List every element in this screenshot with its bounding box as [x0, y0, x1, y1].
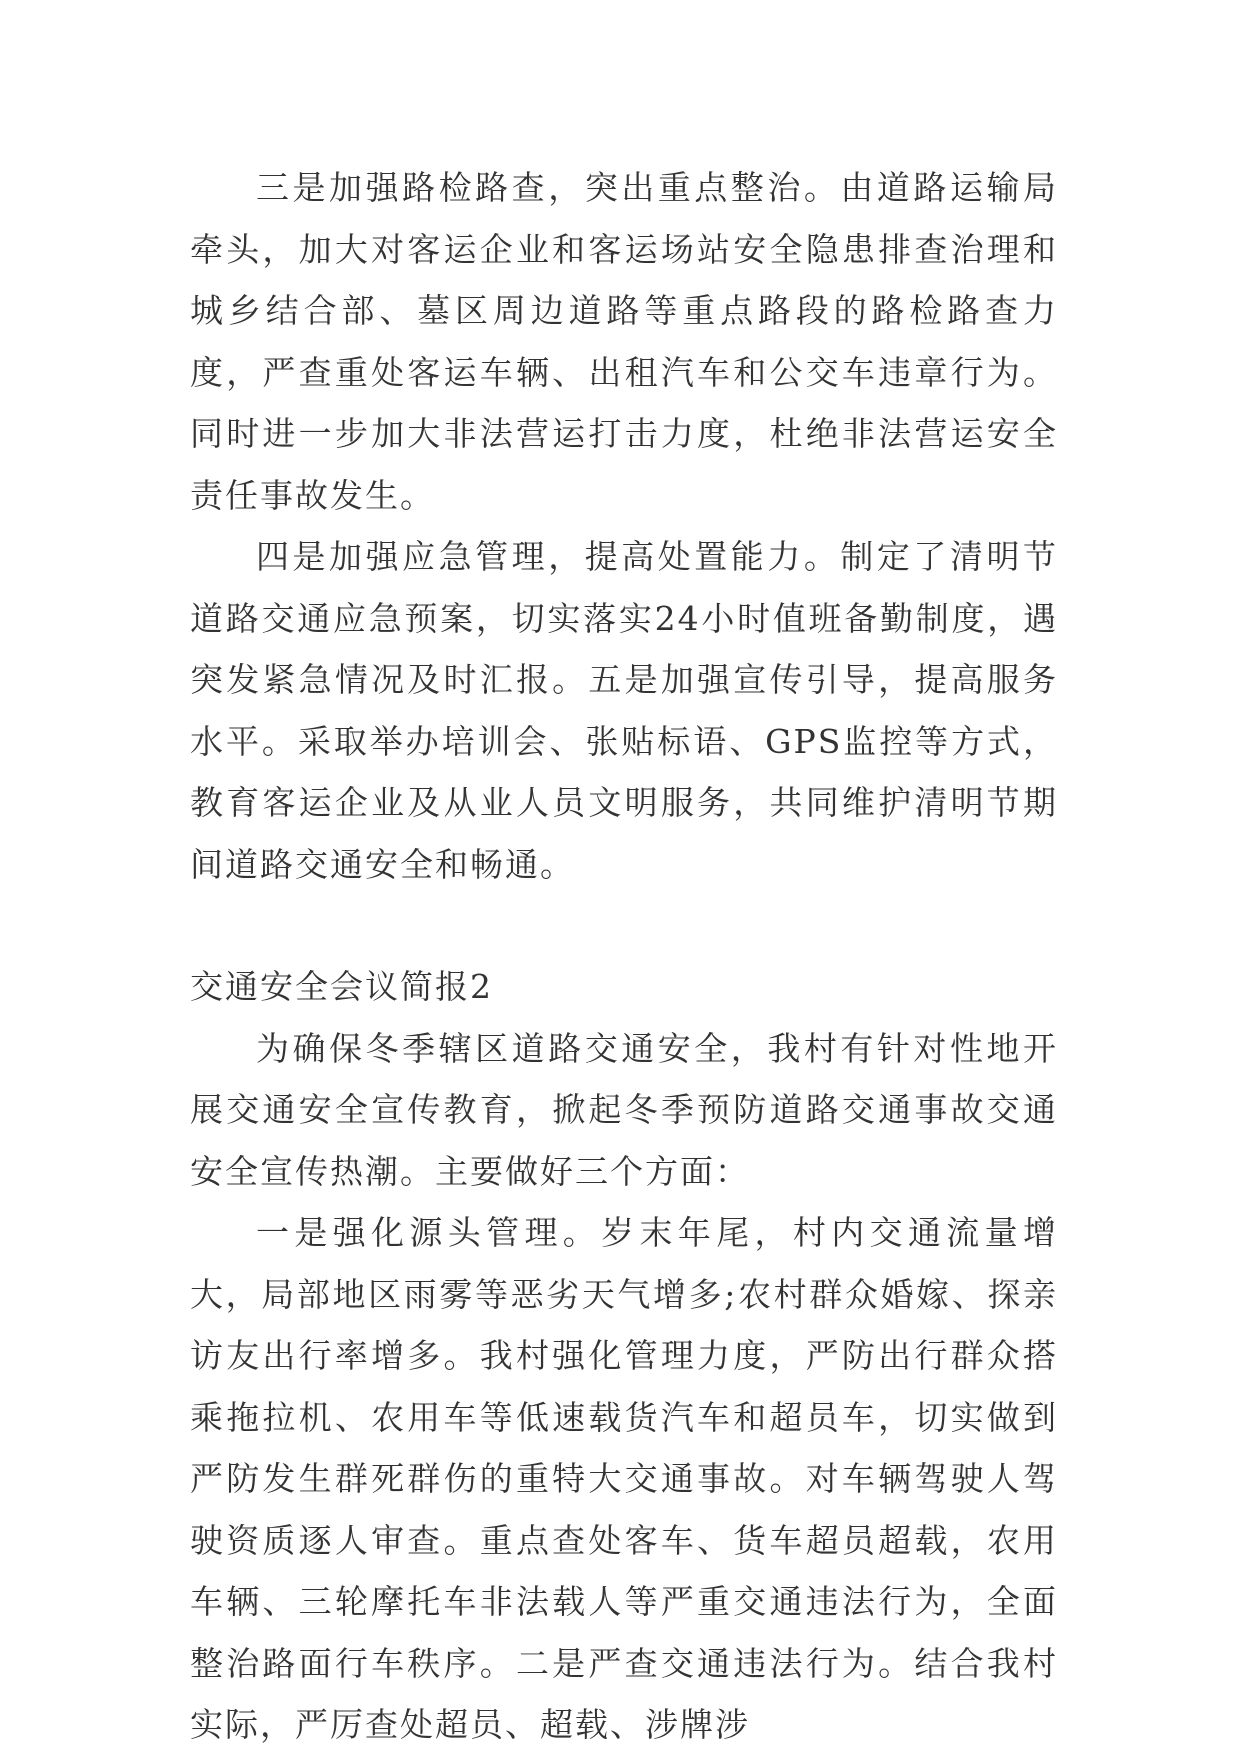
paragraph-road-inspection: 三是加强路检路查，突出重点整治。由道路运输局牵头，加大对客运企业和客运场站安全隐患排查治理和城乡结合部、墓区周边道路等重点路段的路检路查力度，严查重处客运车辆、出租汽车和公交车违章行为。同时进一步加大非法营运打击力度，杜绝非法营运安全责任事故发生。 — [190, 168, 1058, 515]
paragraph-winter-safety-intro: 为确保冬季辖区道路交通安全，我村有针对性地开展交通安全宣传教育，掀起冬季预防道路交通事故交通安全宣传热潮。主要做好三个方面： — [190, 1028, 1058, 1191]
section-title: 交通安全会议简报2 — [190, 967, 493, 1006]
paragraph-source-management: 一是强化源头管理。岁末年尾，村内交通流量增大，局部地区雨雾等恶劣天气增多;农村群众婚嫁、探亲访友出行率增多。我村强化管理力度，严防出行群众搭乘拖拉机、农用车等低速载货汽车和超员车，切实做到严防发生群死群伤的重特大交通事故。对车辆驾驶人驾驶资质逐人审查。重点查处客车、货车超员超载，农用车辆、三轮摩托车非法载人等严重交通违法行为，全面整治路面行车秩序。二是严查交通违法行为。结合我村实际，严厉查处超员、超载、涉牌涉 — [190, 1213, 1058, 1744]
document-body — [190, 157, 1058, 1756]
paragraph-emergency-management: 四是加强应急管理，提高处置能力。制定了清明节道路交通应急预案，切实落实24小时值班备勤制度，遇突发紧急情况及时汇报。五是加强宣传引导，提高服务水平。采取举办培训会、张贴标语、GPS监控等方式，教育客运企业及从业人员文明服务，共同维护清明节期间道路交通安全和畅通。 — [190, 537, 1058, 884]
